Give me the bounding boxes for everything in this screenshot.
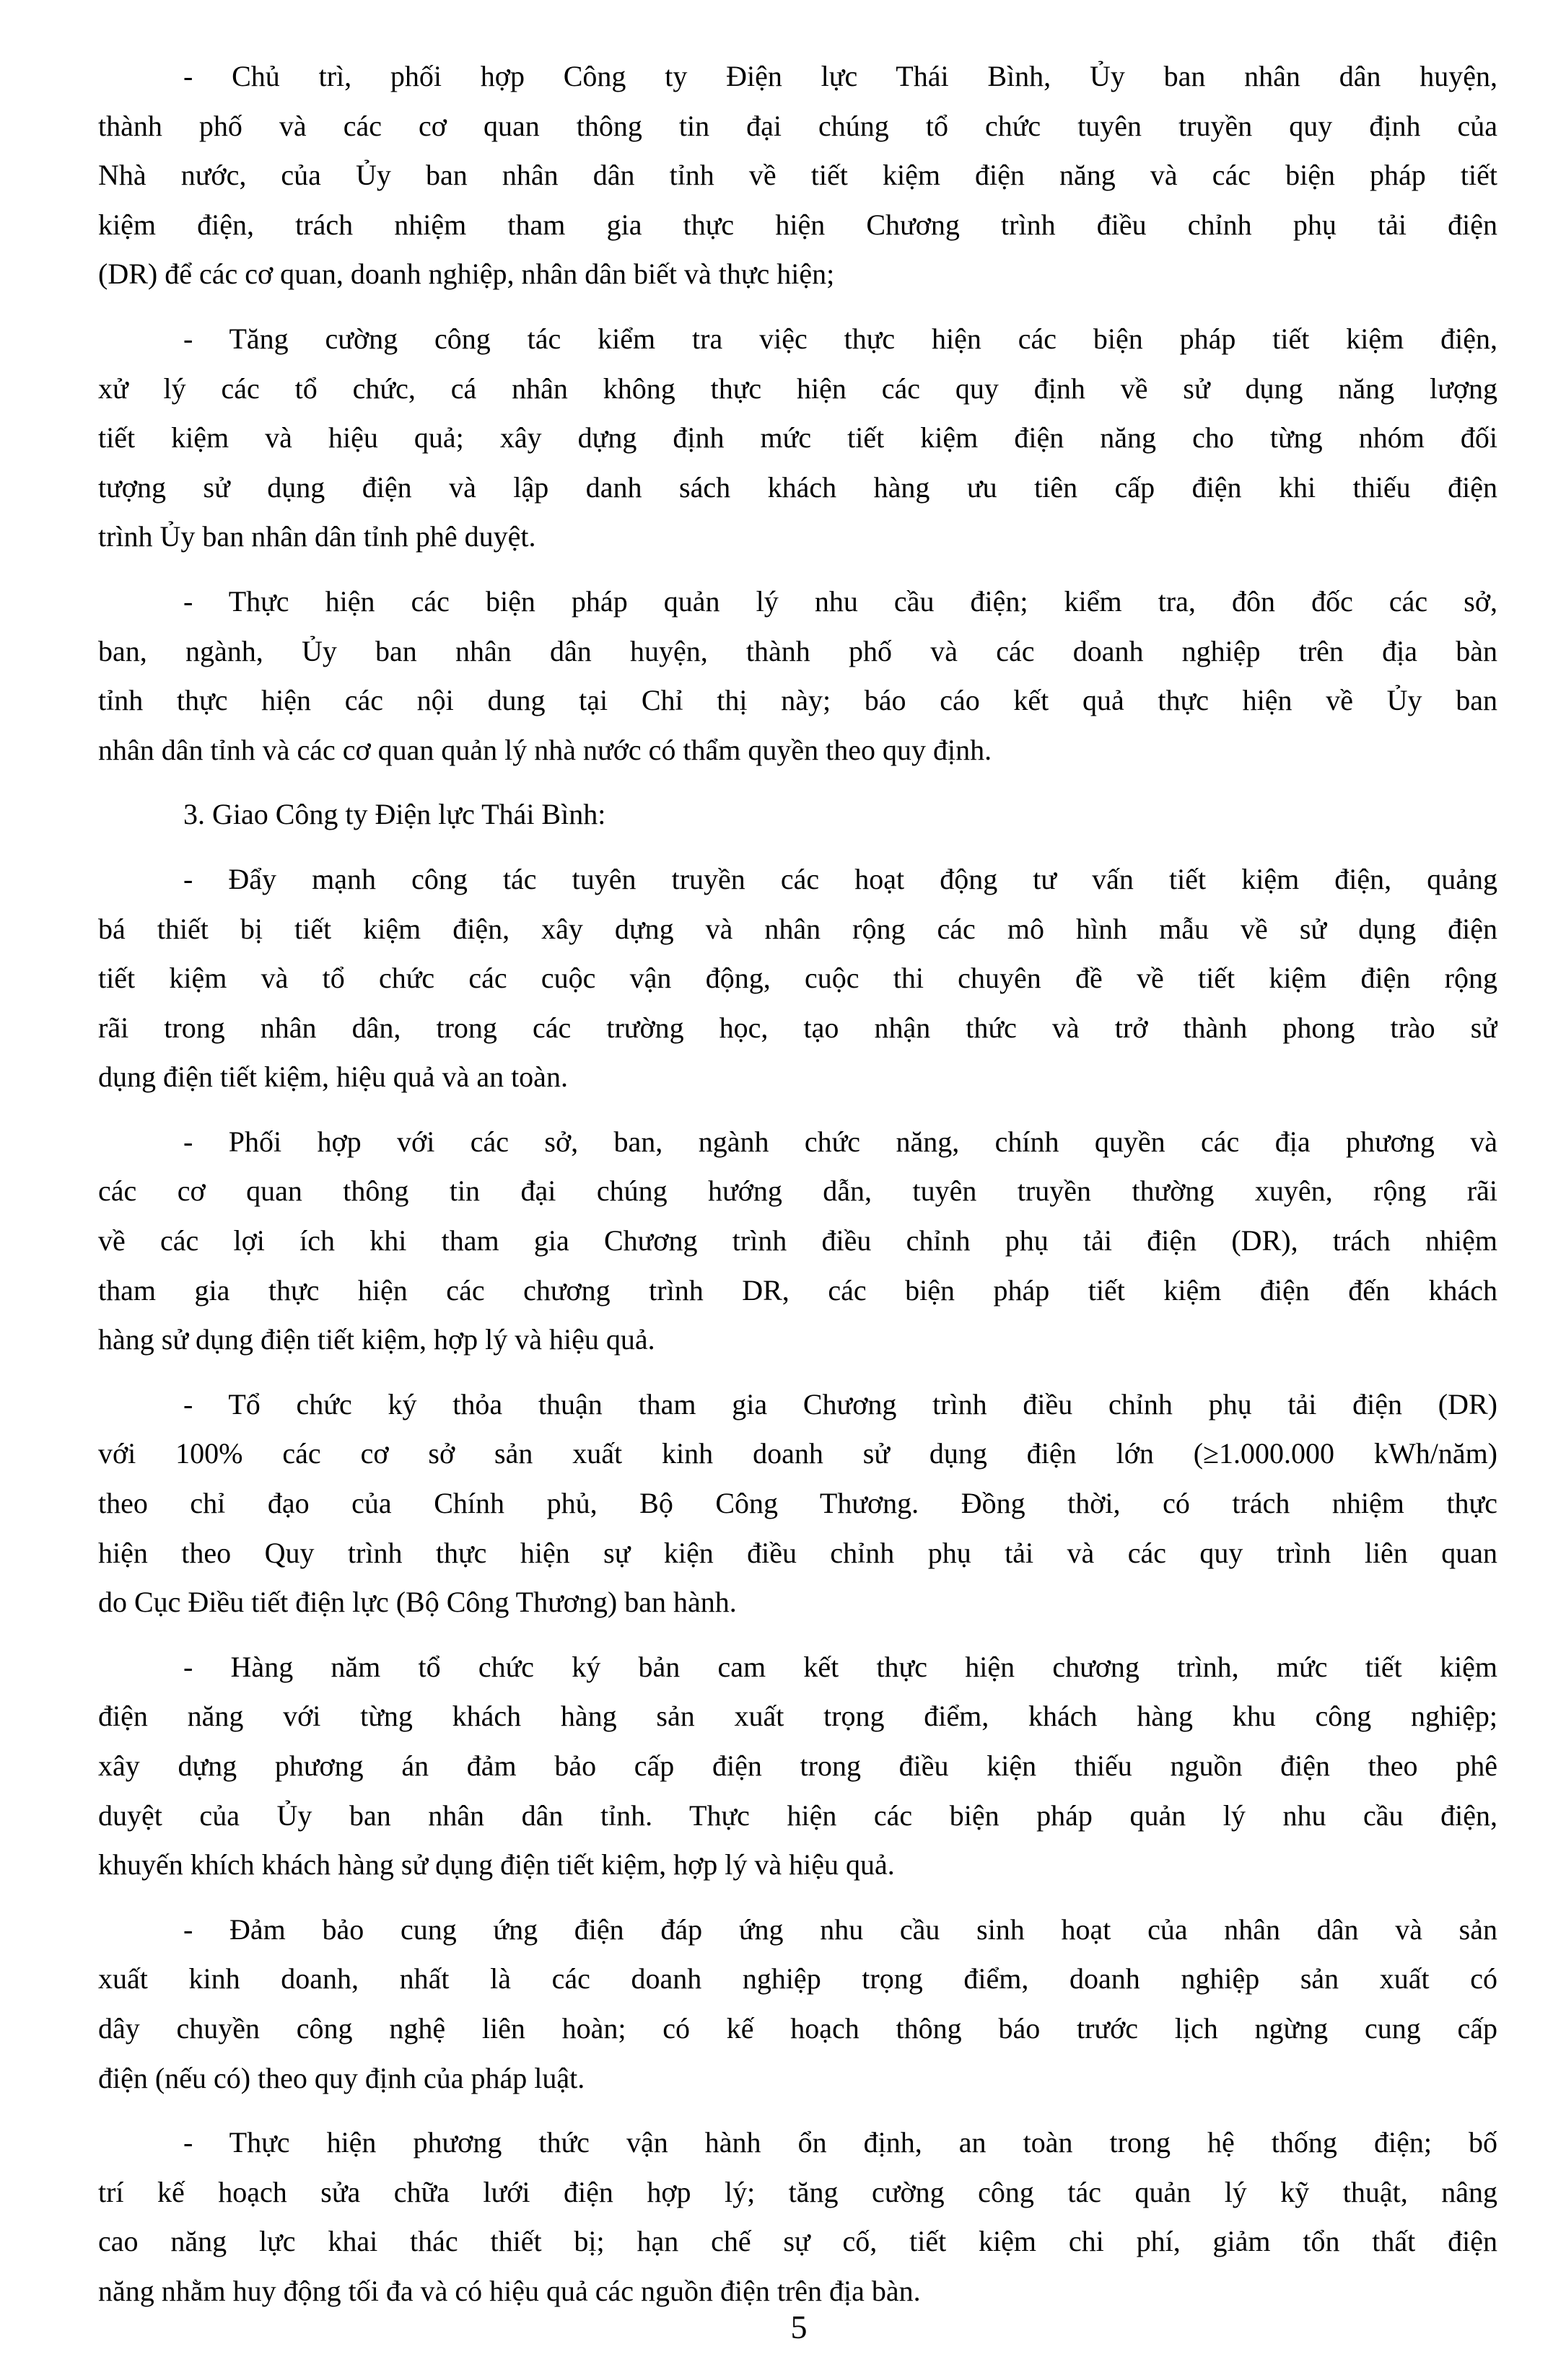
text-line: khuyến khích khách hàng sử dụng điện tiết kiệm, hợp lý và hiệu quả. [98, 1848, 895, 1881]
text-line: bá thiết bị tiết kiệm điện, xây dựng và nhân rộng các mô hình mẫu về sử dụng điện [98, 912, 1497, 945]
text-line: - Thực hiện các biện pháp quản lý nhu cầu điện; kiểm tra, đôn đốc các sở, [183, 584, 1497, 618]
text-line: Nhà nước, của Ủy ban nhân dân tỉnh về tiết kiệm điện năng và các biện pháp tiết [98, 159, 1497, 192]
text-line: 3. Giao Công ty Điện lực Thái Bình: [183, 798, 606, 831]
text-line: trí kế hoạch sửa chữa lưới điện hợp lý; tăng cường công tác quản lý kỹ thuật, nâng [98, 2175, 1497, 2208]
text-line: xử lý các tổ chức, cá nhân không thực hiện các quy định về sử dụng năng lượng [98, 372, 1497, 405]
paragraph [98, 1117, 1497, 1365]
text-line: - Hàng năm tổ chức ký bản cam kết thực hiện chương trình, mức tiết kiệm [183, 1650, 1497, 1683]
text-line: tượng sử dụng điện và lập danh sách khách hàng ưu tiên cấp điện khi thiếu điện [98, 470, 1497, 504]
text-line: - Tăng cường công tác kiểm tra việc thực hiện các biện pháp tiết kiệm điện, [183, 322, 1497, 355]
paragraph [98, 1905, 1497, 2103]
text-line: kiệm điện, trách nhiệm tham gia thực hiện Chương trình điều chỉnh phụ tải điện [98, 208, 1497, 241]
text-line: do Cục Điều tiết điện lực (Bộ Công Thương) ban hành. [98, 1586, 737, 1619]
text-line: rãi trong nhân dân, trong các trường học, tạo nhận thức và trở thành phong trào sử [98, 1011, 1497, 1044]
text-line: dụng điện tiết kiệm, hiệu quả và an toàn. [98, 1061, 568, 1094]
text-line: (DR) để các cơ quan, doanh nghiệp, nhân dân biết và thực hiện; [98, 258, 835, 291]
text-line: - Đảm bảo cung ứng điện đáp ứng nhu cầu sinh hoạt của nhân dân và sản [183, 1913, 1497, 1946]
text-line: duyệt của Ủy ban nhân dân tỉnh. Thực hiện các biện pháp quản lý nhu cầu điện, [98, 1799, 1497, 1832]
text-line: ban, ngành, Ủy ban nhân dân huyện, thành phố và các doanh nghiệp trên địa bàn [98, 634, 1497, 667]
paragraph [98, 855, 1497, 1102]
text-line: xuất kinh doanh, nhất là các doanh nghiệp trọng điểm, doanh nghiệp sản xuất có [98, 1962, 1497, 1995]
text-line: cao năng lực khai thác thiết bị; hạn chế sự cố, tiết kiệm chi phí, giảm tổn thất điện [98, 2225, 1497, 2258]
text-line: năng nhằm huy động tối đa và có hiệu quả các nguồn điện trên địa bàn. [98, 2274, 921, 2307]
paragraph [98, 1643, 1497, 1890]
paragraph [98, 315, 1497, 562]
text-line: tỉnh thực hiện các nội dung tại Chỉ thị này; báo cáo kết quả thực hiện về Ủy ban [98, 684, 1497, 717]
text-line: xây dựng phương án đảm bảo cấp điện trong điều kiện thiếu nguồn điện theo phê [98, 1749, 1497, 1782]
paragraph [98, 577, 1497, 775]
text-line: - Đẩy mạnh công tác tuyên truyền các hoạt động tư vấn tiết kiệm điện, quảng [183, 862, 1497, 895]
text-line: hàng sử dụng điện tiết kiệm, hợp lý và hiệu quả. [98, 1323, 655, 1356]
text-line: tiết kiệm và tổ chức các cuộc vận động, cuộc thi chuyên đề về tiết kiệm điện rộng [98, 962, 1497, 995]
section-heading [98, 790, 1497, 840]
page-number: 5 [790, 2309, 808, 2345]
text-line: nhân dân tỉnh và các cơ quan quản lý nhà nước có thẩm quyền theo quy định. [98, 733, 992, 766]
paragraph [98, 2118, 1497, 2316]
text-line: thành phố và các cơ quan thông tin đại chúng tổ chức tuyên truyền quy định của [98, 109, 1497, 142]
paragraph [98, 1380, 1497, 1628]
text-line: trình Ủy ban nhân dân tỉnh phê duyệt. [98, 520, 536, 553]
text-line: - Phối hợp với các sở, ban, ngành chức năng, chính quyền các địa phương và [183, 1125, 1497, 1158]
text-line: hiện theo Quy trình thực hiện sự kiện điều chỉnh phụ tải và các quy trình liên quan [98, 1536, 1497, 1569]
text-line: điện năng với từng khách hàng sản xuất trọng điểm, khách hàng khu công nghiệp; [98, 1700, 1497, 1733]
text-line: các cơ quan thông tin đại chúng hướng dẫn, tuyên truyền thường xuyên, rộng rãi [98, 1174, 1497, 1208]
text-line: tiết kiệm và hiệu quả; xây dựng định mức tiết kiệm điện năng cho từng nhóm đối [98, 421, 1497, 455]
text-line: - Thực hiện phương thức vận hành ổn định, an toàn trong hệ thống điện; bố [183, 2126, 1497, 2159]
document-body [98, 52, 1497, 2332]
paragraph [98, 52, 1497, 299]
text-line: - Chủ trì, phối hợp Công ty Điện lực Thái Bình, Ủy ban nhân dân huyện, [183, 60, 1497, 92]
text-line: về các lợi ích khi tham gia Chương trình điều chỉnh phụ tải điện (DR), trách nhiệm [98, 1224, 1497, 1257]
text-line: - Tổ chức ký thỏa thuận tham gia Chương trình điều chỉnh phụ tải điện (DR) [183, 1387, 1497, 1420]
text-line: tham gia thực hiện các chương trình DR, các biện pháp tiết kiệm điện đến khách [98, 1273, 1497, 1307]
text-line: với 100% các cơ sở sản xuất kinh doanh sử dụng điện lớn (≥1.000.000 kWh/năm) [98, 1437, 1497, 1470]
text-line: điện (nếu có) theo quy định của pháp luật. [98, 2061, 585, 2094]
text-line: dây chuyền công nghệ liên hoàn; có kế hoạch thông báo trước lịch ngừng cung cấp [98, 2011, 1497, 2045]
text-line: theo chỉ đạo của Chính phủ, Bộ Công Thương. Đồng thời, có trách nhiệm thực [98, 1487, 1497, 1520]
